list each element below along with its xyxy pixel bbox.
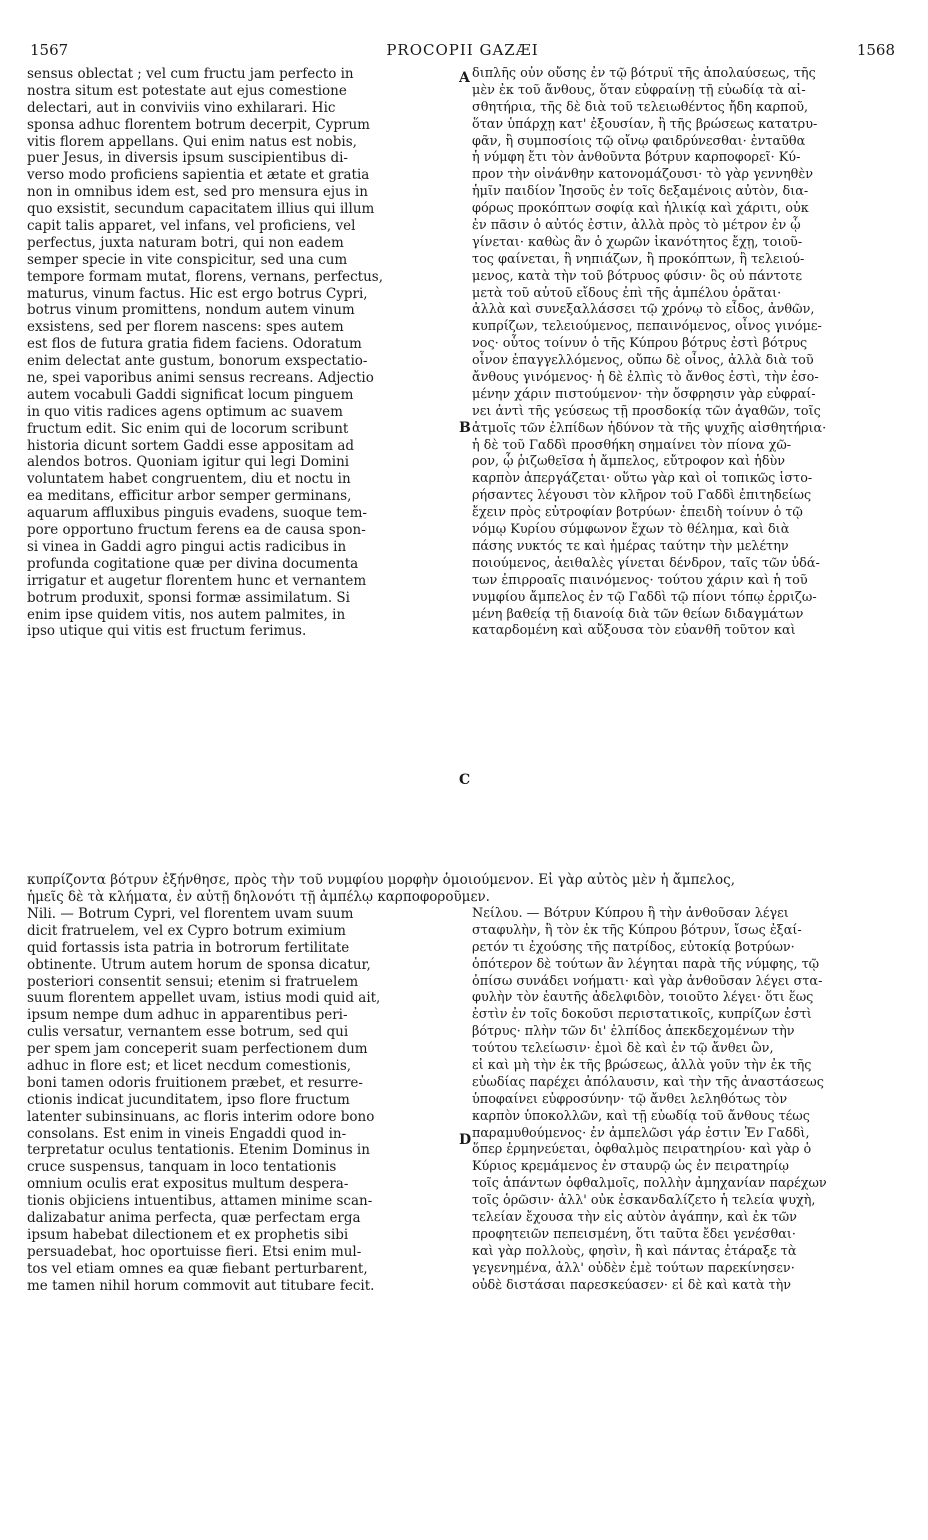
text-line: τος φαίνεται, ἢ νηπιάζων, ἢ προκόπτων, ἢ τελειού- <box>472 251 805 267</box>
text-line: est flos de futura gratia fidem faciens. Odoratum <box>27 336 362 353</box>
text-line: ρετόν τι ἐχούσης τῆς πατρίδος, εὐτοκίᾳ βοτρύων· <box>472 939 795 955</box>
text-line: sponsa adhuc florentem botrum decerpit, Cyprum <box>27 116 370 133</box>
text-line: alendos botros. Quoniam igitur qui legi Domini <box>27 454 350 471</box>
text-line: πάσης νυκτός τε καὶ ἡμέρας ταύτην τὴν μελέτην <box>472 538 789 554</box>
text-line: μὲν ἐκ τοῦ ἄνθους, ὅταν εὐφραίνῃ τῇ εὐωδίᾳ τὰ αἰ- <box>472 82 806 98</box>
text-line: maturus, vinum factus. Hic est ergo botrus Cypri, <box>27 285 368 302</box>
text-line: enim delectat ante gustum, bonorum exspectatio- <box>27 353 368 370</box>
text-line: consolans. Est enim in vineis Engaddi quod in- <box>27 1125 347 1142</box>
text-line: omnium oculis erat expositus multum despera- <box>27 1176 349 1193</box>
text-line: verso modo proficiens sapientia et ætate et gratia <box>27 167 370 184</box>
text-line: μετὰ τοῦ αὐτοῦ εἴδους ἐπὶ τῆς ἀμπέλου ὁρᾶται· <box>472 285 782 301</box>
text-line: ἀλλὰ καὶ συνεξαλλάσσει τῷ χρόνῳ τὸ εἶδος, ἀνθῶν, <box>472 302 815 318</box>
text-line: perfectus, juxta naturam botri, qui non eadem <box>27 234 344 251</box>
text-line: sensus oblectat ; vel cum fructu jam perfecto in <box>27 66 354 82</box>
text-line: autem vocabuli Gaddi significat locum pinguem <box>27 386 354 403</box>
margin-marker-c: C <box>459 772 471 788</box>
text-line: των ἐπιρροαῖς πιαινόμενος· τούτου χάριν καὶ ἡ τοῦ <box>472 572 808 588</box>
page-number-left: 1567 <box>30 41 69 59</box>
text-line: capit talis apparet, vel infans, vel proficiens, vel <box>27 218 356 235</box>
text-line: cruce suspensus, tanquam in loco tentationis <box>27 1159 337 1176</box>
text-line: παραμυθούμενος· ἐν ἀμπελῶσι γάρ ἐστιν Ἐν Γαδδὶ, <box>472 1125 810 1141</box>
text-line: semper specie in vite conspicitur, sed una cum <box>27 251 348 268</box>
text-line: καταρδομένη καὶ αὔξουσα τὸν εὐανθῆ τοῦτον καὶ <box>472 623 796 639</box>
text-line: ὀπίσω συνάδει νοήματι· καὶ γὰρ ἀνθοῦσαν λέγει στα- <box>472 973 823 989</box>
text-line: adhuc in flore est; et licet necdum comestionis, <box>27 1058 352 1075</box>
text-line: irrigatur et augetur florentem hunc et vernantem <box>27 572 367 589</box>
text-line: vitis florem appellans. Qui enim natus est nobis, <box>27 133 357 150</box>
greek-full-width-line: ἡμεῖς δὲ τὰ κλήματα, ἐν αὐτῇ δηλονότι τῇ ἀμπέλῳ καρποφοροῦμεν. <box>27 889 490 905</box>
text-line: σθητήρια, τῆς δὲ διὰ τοῦ τελειωθέντος ἤδη καρποῦ, <box>472 99 809 115</box>
text-line: profunda cogitatione quæ per divina documenta <box>27 555 359 572</box>
text-line: βότρυς· πλὴν τῶν δι' ἐλπίδος ἀπεκδεχομένων τὴν <box>472 1024 795 1040</box>
text-line: νυμφίου ἄμπελος ἐν τῷ Γαδδὶ τῷ πίονι τόπῳ ἐρριζω- <box>472 589 817 605</box>
text-line: tionis objiciens intuentibus, attamen minime scan- <box>27 1193 373 1210</box>
text-line: culis versatur, vernantem esse botrum, sed qui <box>27 1024 349 1041</box>
greek-full-width-line: κυπρίζοντα βότρυν ἐξήνθησε, πρὸς τὴν τοῦ νυμφίου μορφὴν ὁμοιούμενον. Εἰ γὰρ αὐτὸς μὲν ἡ ἄμπελος, <box>27 872 736 888</box>
text-line: fructum edit. Sic enim qui de locorum scribunt <box>27 420 349 437</box>
text-line: botrus vinum promittens, nondum autem vinum <box>27 302 355 319</box>
text-line: τοῖς ἁπάντων ὀφθαλμοῖς, πολλὴν ἀμηχανίαν παρέχων <box>472 1176 827 1192</box>
text-line: ipsum habebat dilectionem et ex prophetis sibi <box>27 1226 349 1243</box>
text-line: ὑποφαίνει εὐφροσύνην· τῷ ἄνθει λεληθότως τὸν <box>472 1091 788 1107</box>
page-header <box>30 40 895 64</box>
text-line: μένην χάριν πιστούμενον· τὴν ὄσφρησιν γὰρ εὐφραί- <box>472 386 816 402</box>
text-line: ἡ δὲ τοῦ Γαδδὶ προσθήκη σημαίνει τὸν πίονα χῶ- <box>472 437 792 453</box>
text-line: posteriori consentit sensui; etenim si fratruelem <box>27 973 359 990</box>
text-line: γεγενημένα, ἀλλ' οὐδὲν ἐμὲ τούτων παρεκίνησεν· <box>472 1260 795 1276</box>
text-line: tempore formam mutat, florens, vernans, perfectus, <box>27 268 383 285</box>
text-line: ἄνθους γινόμενος· ἡ δὲ ἐλπὶς τὸ ἄνθος ἐστὶ, τὴν ἐσο- <box>472 370 819 386</box>
text-line: suum florentem appellet uvam, istius modi quid ait, <box>27 990 381 1007</box>
text-line: tos vel etiam omnes ea quæ fiebant perturbarent, <box>27 1260 368 1277</box>
text-line: nostra situm est potestate aut ejus comestione <box>27 82 347 99</box>
text-line: latenter subinsinuans, ac floris interim odore bono <box>27 1108 375 1125</box>
text-line: προν τὴν οἰνάνθην κατονομάζουσι· τὸ γὰρ γεννηθὲν <box>472 167 813 183</box>
text-line: νει ἀντὶ τῆς γεύσεως τῇ προσδοκίᾳ τῶν ἀγαθῶν, τοῖς <box>472 403 821 419</box>
text-line: obtinente. Utrum autem horum de sponsa dicatur, <box>27 956 371 973</box>
text-line: ἡ νύμφη ἔτι τὸν ἀνθοῦντα βότρυν καρποφορεῖ· Κύ- <box>472 150 801 166</box>
text-line: μενος, κατὰ τὴν τοῦ βότρυος φύσιν· ὃς οὐ πάντοτε <box>472 268 803 284</box>
text-line: νος· οὗτος τοίνυν ὁ τῆς Κύπρου βότρυς ἐστὶ βότρυς <box>472 336 808 352</box>
text-line: quid fortassis ista patria in botrorum fertilitate <box>27 939 350 956</box>
text-line: νόμῳ Κυρίου σύμφωνον ἔχων τὸ θέλημα, καὶ διὰ <box>472 522 790 538</box>
text-line: μένη βαθείᾳ τῇ διανοίᾳ διὰ τῶν θείων διδαγμάτων <box>472 606 804 622</box>
text-line: ipsum nempe dum adhuc in apparentibus peri- <box>27 1007 348 1024</box>
text-line: ὅταν ὑπάρχῃ κατ' ἐξουσίαν, ἢ τῆς βρώσεως κατατρυ- <box>472 116 818 132</box>
text-line: φυλὴν τὸν ἑαυτῆς ἀδελφιδὸν, τοιοῦτο λέγει· ὅτι ἕως <box>472 990 814 1006</box>
text-line: τούτου τελείωσιν· ἐμοὶ δὲ καὶ ἐν τῷ ἄνθει ὢν, <box>472 1041 774 1057</box>
text-line: ὅπερ ἑρμηνεύεται, ὀφθαλμὸς πειρατηρίου· καὶ γὰρ ὁ <box>472 1142 812 1158</box>
text-line: εὐωδίας παρέχει ἀπόλαυσιν, καὶ τὴν τῆς ἀναστάσεως <box>472 1074 824 1090</box>
greek-column-bottom <box>472 906 898 1294</box>
running-title: PROCOPII GAZÆI <box>386 41 539 59</box>
text-line: τελείαν ἔχουσα τὴν εἰς αὐτὸν ἀγάπην, καὶ ἐκ τῶν <box>472 1210 797 1226</box>
text-line: aquarum affluxibus pinguis evadens, suoque tem- <box>27 505 367 522</box>
latin-column-top <box>27 66 459 640</box>
text-line: ctionis indicat jucunditatem, ipso flore fructum <box>27 1091 350 1108</box>
text-line: ne, spei vaporibus animi sensus recreans. Adjectio <box>27 370 374 387</box>
text-line: enim ipse quidem vitis, nos autem palmites, in <box>27 606 346 623</box>
text-line: si vinea in Gaddi agro pingui actis radicibus in <box>27 538 347 555</box>
text-line: dalizabatur anima perfecta, quæ perfectam erga <box>27 1210 361 1227</box>
text-line: ea meditans, efficitur arbor semper germinans, <box>27 488 352 505</box>
latin-column-bottom <box>27 906 459 1294</box>
text-line: καὶ γὰρ πολλοὺς, φησὶν, ἢ καὶ πάντας ἐτάραξε τὰ <box>472 1243 797 1259</box>
text-line: botrum produxit, sponsi formæ assimilatum. Si <box>27 589 350 606</box>
text-line: Nili. — Botrum Cypri, vel florentem uvam suum <box>27 906 354 922</box>
text-line: pore opportuno fructum ferens ea de causa spon- <box>27 522 366 539</box>
text-line: τοῖς ὁρῶσιν· ἀλλ' οὐκ ἐσκανδαλίζετο ἡ τελεία ψυχὴ, <box>472 1193 816 1209</box>
text-line: me tamen nihil horum commovit aut titubare fecit. <box>27 1277 375 1294</box>
text-line: per spem jam conceperit suam perfectionem dum <box>27 1041 368 1058</box>
text-line: ποιούμενος, ἀειθαλὲς γίνεται δένδρον, ταῖς τῶν ὑδά- <box>472 555 820 571</box>
text-line: ἐστὶν ἐν τοῖς δοκοῦσι περιστατικοῖς, κυπρίζων ἐστὶ <box>472 1007 812 1023</box>
text-line: γίνεται· καθὼς ἂν ὁ χωρῶν ἱκανότητος ἔχῃ, τοιοῦ- <box>472 234 803 250</box>
text-line: exsistens, sed per florem nascens: spes autem <box>27 319 344 336</box>
text-line: boni tamen odoris fruitionem præbet, et resurre- <box>27 1074 363 1091</box>
text-line: ἔχειν πρὸς εὐτροφίαν βοτρύων· ἐπειδὴ τοίνυν ὁ τῷ <box>472 505 803 521</box>
text-line: κυπρίζων, τελειούμενος, πεπαινόμενος, οἶνος γινόμε- <box>472 319 822 335</box>
text-line: dicit fratruelem, vel ex Cypro botrum eximium <box>27 922 346 939</box>
text-line: σταφυλὴν, ἢ τὸν ἐκ τῆς Κύπρου βότρυν, ἴσως ἐξαί- <box>472 922 802 938</box>
text-line: προφητειῶν πεπεισμένη, ὅτι ταῦτα ἔδει γενέσθαι· <box>472 1226 796 1242</box>
greek-column-top <box>472 66 898 640</box>
text-line: ρήσαντες λέγουσι τὸν κλῆρον τοῦ Γαδδὶ ἐπιτηδείως <box>472 488 812 504</box>
text-line: Κύριος κρεμάμενος ἐν σταυρῷ ὡς ἐν πειρατηρίῳ <box>472 1159 789 1175</box>
text-line: persuadebat, hoc oportuisse fieri. Etsi enim mul- <box>27 1243 362 1260</box>
text-line: ἡμῖν παιδίον Ἰησοῦς ἐν τοῖς δεξαμένοις αὐτὸν, δια- <box>472 184 809 200</box>
text-line: φόρως προκόπτων σοφίᾳ καὶ ἡλικίᾳ καὶ χάριτι, οὐκ <box>472 201 809 217</box>
text-line: εἰ καὶ μὴ τὴν ἐκ τῆς βρώσεως, ἀλλὰ γοῦν τὴν ἐκ τῆς <box>472 1058 812 1074</box>
text-line: Νείλου. — Βότρυν Κύπρου ἢ τὴν ἀνθοῦσαν λέγει <box>472 906 789 921</box>
text-line: ἀτμοῖς τῶν ἐλπίδων ἡδύνον τὰ τῆς ψυχῆς αἰσθητήρια· <box>472 420 827 436</box>
text-line: terpretatur oculus tentationis. Etenim Dominus in <box>27 1142 370 1159</box>
text-line: ρον, ᾧ ῥιζωθεῖσα ἡ ἄμπελος, εὔτροφον καὶ ἡδὺν <box>472 454 786 470</box>
text-line: ipso utique qui vitis est fructum ferimus. <box>27 623 307 640</box>
margin-marker-b: B <box>459 420 471 436</box>
text-line: οὐδὲ διστάσαι παρεσκεύασεν· εἰ δὲ καὶ κατὰ τὴν <box>472 1277 792 1293</box>
text-line: delectari, aut in conviviis vino exhilarari. Hic <box>27 99 336 116</box>
text-line: οἶνον ἐπαγγελλόμενος, οὔπω δὲ οἶνος, ἀλλὰ διὰ τοῦ <box>472 353 814 369</box>
margin-marker-d: D <box>459 1132 472 1148</box>
text-line: καρπὸν ὑποκολλῶν, καὶ τῇ εὐωδίᾳ τοῦ ἄνθους τέως <box>472 1108 810 1124</box>
text-line: historia dicunt sortem Gaddi esse appositam ad <box>27 437 355 454</box>
text-line: quo exsistit, secundum capacitatem illius qui illum <box>27 201 375 218</box>
text-line: in quo vitis radices agens optimum ac suavem <box>27 403 343 420</box>
text-line: φᾶν, ἢ συμποσίοις τῷ οἴνῳ φαιδρύνεσθαι· ἐνταῦθα <box>472 133 806 149</box>
text-line: puer Jesus, in diversis ipsum suscipientibus di- <box>27 150 348 167</box>
text-line: non in omnibus idem est, sed pro mensura ejus in <box>27 184 368 201</box>
text-line: ὁπότερον δὲ τούτων ἂν λέγηται παρὰ τῆς νύμφης, τῷ <box>472 956 820 972</box>
text-line: καρπὸν ἀπεργάζεται· οὕτω γὰρ καὶ οἱ τοπικῶς ἱστο- <box>472 471 813 487</box>
text-line: ἐν πᾶσιν ὁ αὐτός ἐστιν, ἀλλὰ πρὸς τὸ μέτρον ἐν ᾧ <box>472 218 801 234</box>
text-line: διπλῆς οὖν οὔσης ἐν τῷ βότρυϊ τῆς ἀπολαύσεως, τῆς <box>472 66 816 81</box>
page-number-right: 1568 <box>856 41 895 59</box>
margin-marker-a: A <box>459 70 470 86</box>
text-line: voluntatem habet congruentem, diu et noctu in <box>27 471 351 488</box>
